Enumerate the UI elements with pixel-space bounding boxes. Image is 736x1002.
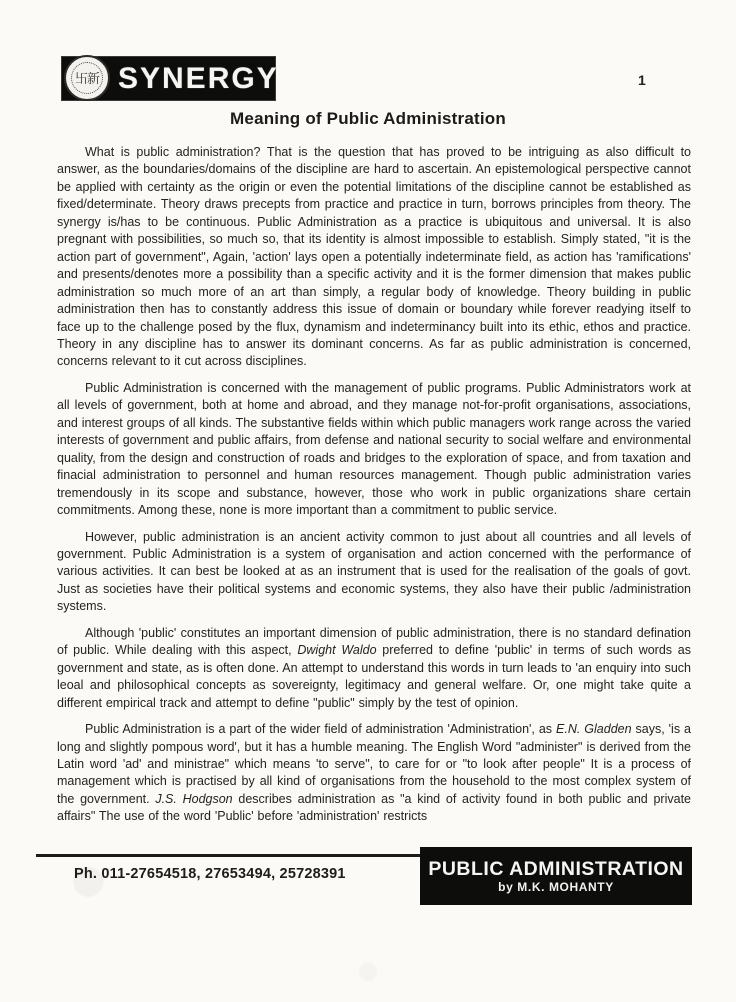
book-author: by M.K. MOHANTY [498,879,614,894]
page-number: 1 [638,72,646,88]
footer-book-box [420,847,692,905]
document-body [57,144,691,835]
footer-phone-numbers: Ph. 011-27654518, 27653494, 25728391 [74,866,346,882]
brand-text: SYNERGY [118,61,279,95]
page-title: Meaning of Public Administration [230,109,506,128]
paragraph: Although 'public' constitutes an important dimension of public administration, there is no standard defination of public. While dealing with this aspect, Dwight Waldo preferred to define 'public' in terms of such words as government and state, as is often done. An attempt to understand this words in turn leads to 'an enquiry into such leoal and philosophical concepts as sovereignty, legitimacy and general welfare. Or, one might take quite a different empirical track and attempt to define "public" simply by the test of opinion. [57,625,691,710]
paragraph: Public Administration is concerned with the management of public programs. Public Administrators work at all levels of government, both at home and abroad, and they manage not-for-profit organisations, associations, and interest groups of all kinds. The substantive fields within which public managers work range across the varied interests of government and public affairs, from defense and national security to social welfare and environmental quality, from the design and construction of roads and bridges to the exploration of space, and from taxation and finacial administration to personnel and human resources management. Though public administration varies tremendously in its scope and substance, however, those who work in public organizations share certain commitments. Among these, none is more important than a commitment to public service. [57,380,691,518]
synergy-seal-icon [64,55,110,101]
paragraph: However, public administration is an ancient activity common to just about all countries and all levels of government. Public Administration is a system of organisation and action concerned with the performance of various activities. It can best be looked at as an instrument that is used for the realisation of the goals of govt. Just as societies have their political systems and economic systems, they also have their public /administration systems. [57,529,691,614]
synergy-logo [62,57,279,100]
paragraph: Public Administration is a part of the wider field of administration 'Administration', as E.N. Gladden says, 'is a long and slightly pompous word', but it has a humble meaning. The English Word "administer" is derived from the Latin word 'ad' and ministrae" which means 'to serve", to care for or "to look after people" It is a process of management which is practised by all kind of organisations from the household to the most complex system of the government. J.S. Hodgson describes administration as "a kind of activity found in both public and private affairs" The use of the word 'Public' before 'administration' restricts [57,722,691,824]
paragraph: What is public administration? That is the question that has proved to be intriguing as also difficult to answer, as the boundaries/domains of the discipline are hard to ascertain. An epistemological perspective cannot be applied with certainty as the origin or even the potential limitations of the discipline cannot be established as fixed/determinate. Theory draws precepts from practice and practice in turn, borrows principles from theory. The synergy is/has to be continuous. Public Administration as a practice is ubiquitous and universal. It is also pregnant with possibilities, so much so, that its identity is almost impossible to establish. Simply stated, "it is the action part of government", Again, 'action' lays open a potentially indeterminate field, as action has 'ramifications' and presents/denotes more a possibility than a specific activity and it is the former dimension that makes public administration so much more of an art than simply, a regular body of knowledge. Theory building in public administration then has to constantly address this issue of domain or boundary while forever readying itself to face up to the challenge posed by the flux, dynamism and indeterminancy built into its ethic, ethos and practice. Theory in any discipline has to answer its dominant concerns. As far as public administration is concerned, concerns relevant to it cut across disciplines. [57,145,691,369]
book-title: PUBLIC ADMINISTRATION [428,857,684,880]
